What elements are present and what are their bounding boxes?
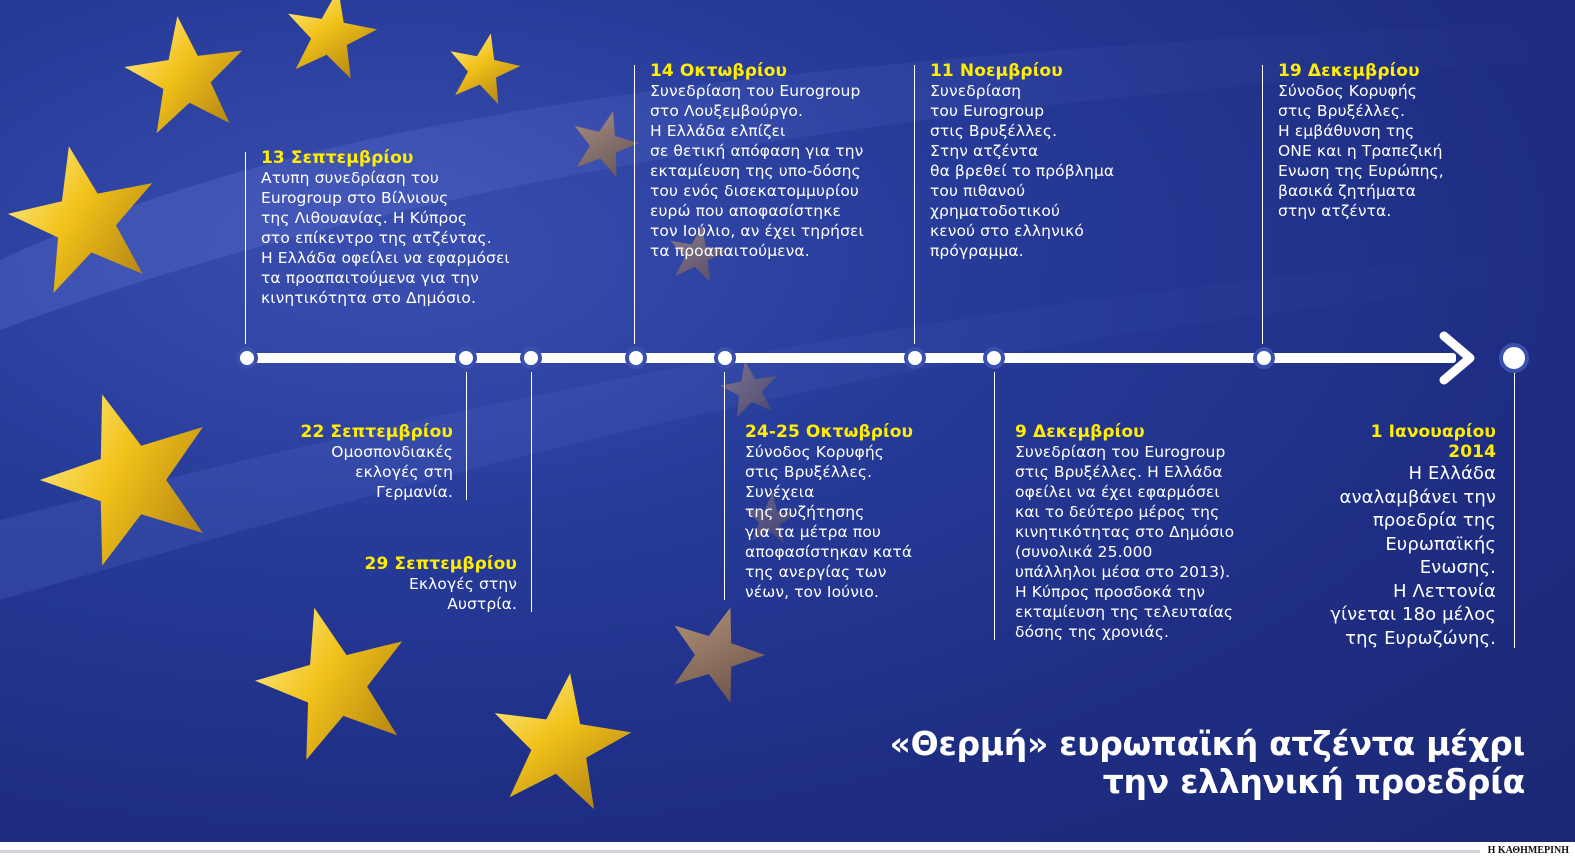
event-date: 24-25 Οκτωβρίου <box>745 422 914 442</box>
event-14-october <box>650 61 890 261</box>
connector-line <box>724 372 725 600</box>
connector-line <box>634 65 635 344</box>
event-text: Συνεδρίαση του Eurogroup στις Βρυξέλλες. Στην ατζέντα θα βρεθεί το πρόβλημα του πιθανού χρηματοδοτικού κενού στο ελληνικό πρόγραμμα. <box>930 82 1115 260</box>
connector-line <box>466 372 467 500</box>
footer <box>0 842 1575 860</box>
event-text: Ομοσπονδιακές εκλογές στη Γερμανία. <box>331 443 453 501</box>
event-text: Σύνοδος Κορυφής στις Βρυξέλλες. Συνέχεια της συζήτησης για τα μέτρα που αποφασίστηκαν κατά της ανεργίας των νέων, τον Ιούνιο. <box>745 443 913 601</box>
timeline-node <box>714 347 736 369</box>
timeline-arrow-icon <box>1430 330 1480 386</box>
connector-line <box>1262 65 1263 344</box>
connector-line <box>531 372 532 612</box>
event-19-december <box>1278 61 1478 221</box>
event-date: 19 Δεκεμβρίου <box>1278 61 1420 81</box>
event-date: 22 Σεπτεμβρίου <box>300 422 453 442</box>
event-date: 14 Οκτωβρίου <box>650 61 788 81</box>
event-date: 29 Σεπτεμβρίου <box>364 554 517 574</box>
event-text: Σύνοδος Κορυφής στις Βρυξέλλες. Η εμβάθυνση της ΟΝΕ και η Τραπεζική Ενωση της Ευρώπης, βασικά ζητήματα στην ατζέντα. <box>1278 82 1444 220</box>
timeline-node <box>904 347 926 369</box>
timeline-node <box>983 347 1005 369</box>
event-date: 13 Σεπτεμβρίου <box>261 148 414 168</box>
connector-line <box>245 152 246 344</box>
event-1-january-2014 <box>1320 422 1496 650</box>
event-date: 9 Δεκεμβρίου <box>1015 422 1145 442</box>
source-credit: Η ΚΑΘΗΜΕΡΙΝΗ <box>1487 845 1569 856</box>
event-13-september <box>261 148 521 308</box>
event-text: Εκλογές στην Αυστρία. <box>409 575 517 613</box>
timeline-node-final <box>1499 343 1529 373</box>
connector-line <box>914 65 915 344</box>
event-text: Συνεδρίαση του Eurogroup στις Βρυξέλλες. Η Ελλάδα οφείλει να έχει εφαρμόσει και το δεύτερο μέρος της κινητικότητας στο Δημόσιο (συνολικά 25.000 υπάλληλοι μέσα στο 2013). Η Κύπρος προσδοκά την εκταμίευση της τελευταίας δόσης της χρονιάς. <box>1015 443 1235 641</box>
timeline-node <box>236 347 258 369</box>
event-date: 11 Νοεμβρίου <box>930 61 1063 81</box>
timeline-node <box>520 347 542 369</box>
timeline-node <box>455 347 477 369</box>
event-text: Η Ελλάδα αναλαμβάνει την προεδρία της Ευρωπαϊκής Ενωσης. Η Λεττονία γίνεται 18ο μέλος της Ευρωζώνης. <box>1330 463 1496 649</box>
event-date: 1 Ιανουαρίου 2014 <box>1370 422 1496 462</box>
event-24-25-october <box>745 422 965 602</box>
event-11-november <box>930 61 1150 261</box>
page-title: «Θερμή» ευρωπαϊκή ατζέντα μέχρι την ελληνική προεδρία <box>889 724 1525 801</box>
event-text: Ατυπη συνεδρίαση του Eurogroup στο Βίλνιους της Λιθουανίας. Η Κύπρος στο επίκεντρο της ατζέντας. Η Ελλάδα οφείλει να εφαρμόσει τα προαπαιτούμενα για την κινητικότητα στο Δημόσιο. <box>261 169 510 307</box>
connector-line <box>994 372 995 640</box>
footer-rule <box>0 850 1480 853</box>
event-9-december <box>1015 422 1255 642</box>
timeline-node <box>625 347 647 369</box>
event-text: Συνεδρίαση του Eurogroup στο Λουξεμβούργο. Η Ελλάδα ελπίζει σε θετική απόφαση για την εκταμίευση της υπο-δόσης του ενός δισεκατομμυρίου ευρώ που αποφασίστηκε τον Ιούλιο, αν έχει τηρήσει τα προαπαιτούμενα. <box>650 82 864 260</box>
event-22-september <box>280 422 453 502</box>
connector-line <box>1514 372 1515 648</box>
timeline-node <box>1253 347 1275 369</box>
event-29-september <box>340 554 517 614</box>
